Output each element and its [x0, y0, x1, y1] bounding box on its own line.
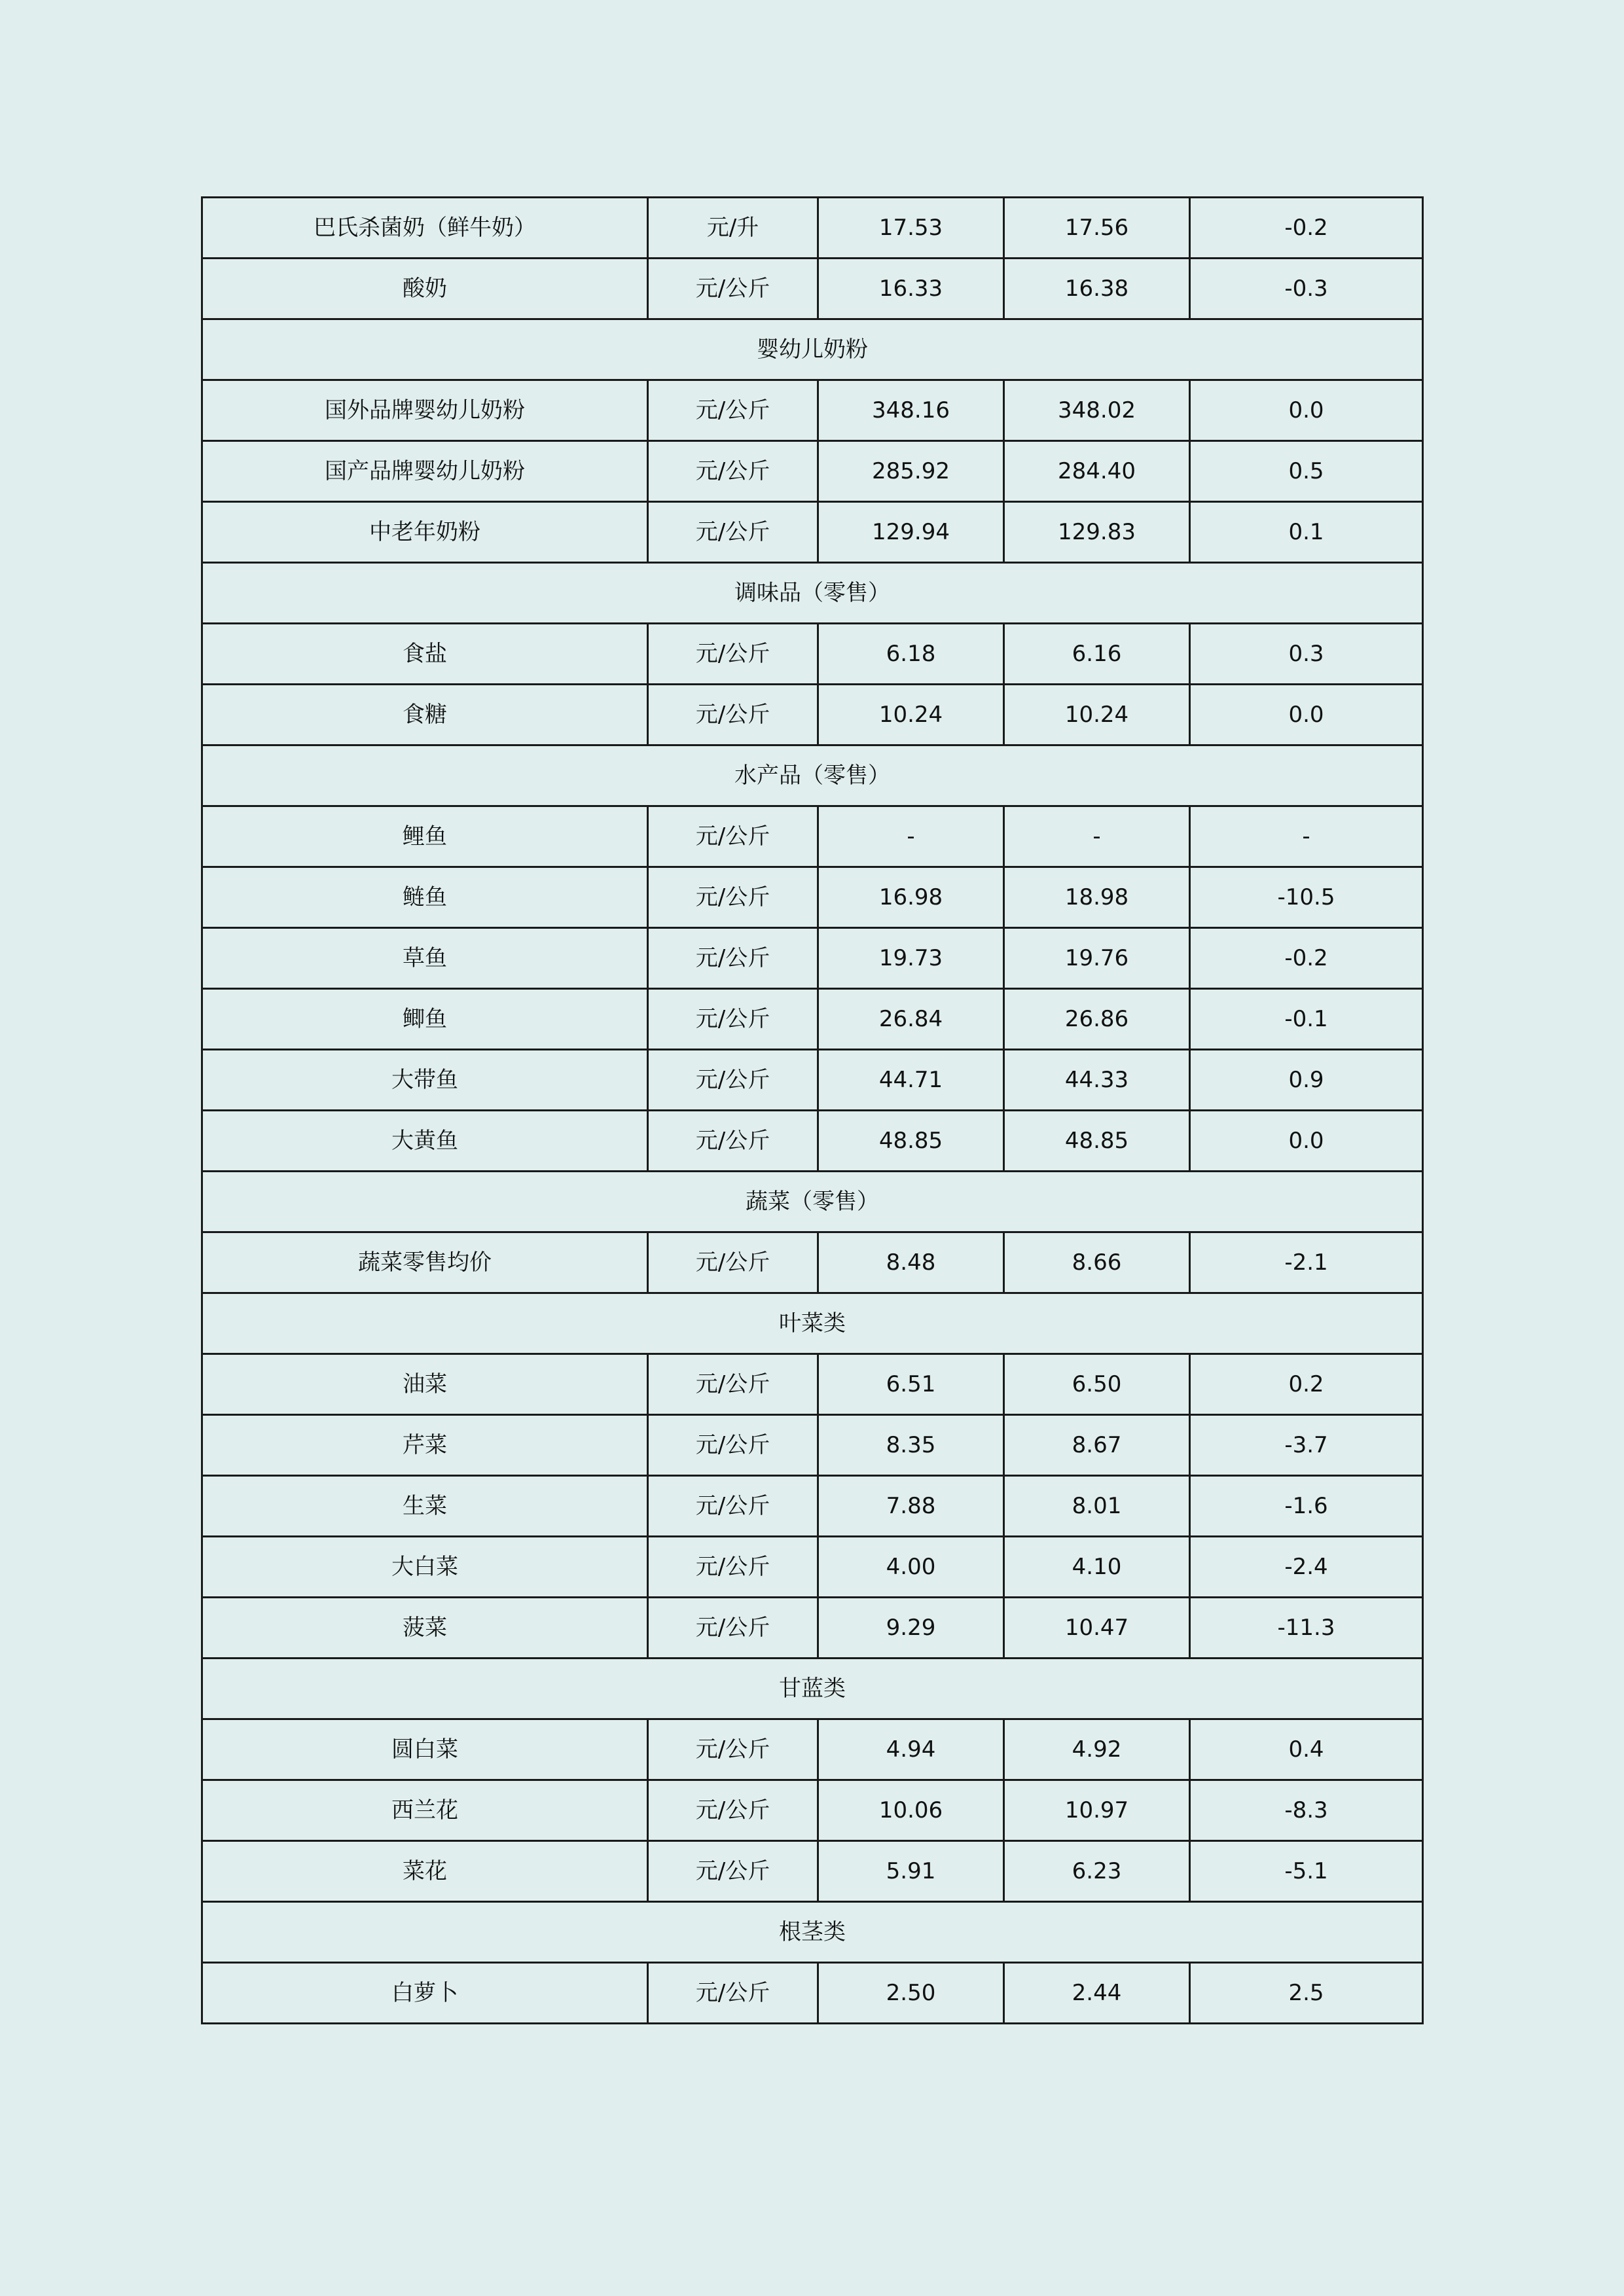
category-title: 婴幼儿奶粉: [202, 319, 1423, 380]
item-name-cell: 白萝卜: [202, 1963, 648, 2024]
current-price-cell: 129.94: [818, 502, 1004, 563]
previous-price-cell: 2.44: [1004, 1963, 1190, 2024]
change-percent-cell: -8.3: [1190, 1780, 1423, 1841]
item-name-cell: 国外品牌婴幼儿奶粉: [202, 380, 648, 441]
change-percent-cell: -2.1: [1190, 1232, 1423, 1293]
current-price-cell: 8.48: [818, 1232, 1004, 1293]
item-name-cell: 草鱼: [202, 928, 648, 989]
current-price-cell: 10.24: [818, 685, 1004, 745]
category-title: 水产品（零售）: [202, 745, 1423, 806]
item-name-cell: 大黄鱼: [202, 1111, 648, 1172]
category-row: [202, 563, 1423, 624]
change-percent-cell: 0.0: [1190, 380, 1423, 441]
category-row: [202, 1659, 1423, 1719]
previous-price-cell: 10.97: [1004, 1780, 1190, 1841]
current-price-cell: 7.88: [818, 1476, 1004, 1537]
unit-cell: 元/公斤: [648, 1841, 818, 1902]
table-row: [202, 1963, 1423, 2024]
item-name-cell: 食盐: [202, 624, 648, 685]
current-price-cell: 348.16: [818, 380, 1004, 441]
table-row: [202, 198, 1423, 259]
price-table-body: [202, 198, 1423, 2024]
unit-cell: 元/公斤: [648, 867, 818, 928]
change-percent-cell: -0.1: [1190, 989, 1423, 1050]
category-row: [202, 745, 1423, 806]
item-name-cell: 生菜: [202, 1476, 648, 1537]
previous-price-cell: 8.66: [1004, 1232, 1190, 1293]
current-price-cell: 5.91: [818, 1841, 1004, 1902]
current-price-cell: 2.50: [818, 1963, 1004, 2024]
current-price-cell: 48.85: [818, 1111, 1004, 1172]
previous-price-cell: 10.24: [1004, 685, 1190, 745]
category-title: 甘蓝类: [202, 1659, 1423, 1719]
current-price-cell: 6.51: [818, 1354, 1004, 1415]
unit-cell: 元/公斤: [648, 1476, 818, 1537]
change-percent-cell: 0.1: [1190, 502, 1423, 563]
change-percent-cell: -0.2: [1190, 928, 1423, 989]
item-name-cell: 酸奶: [202, 259, 648, 319]
previous-price-cell: 348.02: [1004, 380, 1190, 441]
item-name-cell: 鲢鱼: [202, 867, 648, 928]
current-price-cell: 44.71: [818, 1050, 1004, 1111]
previous-price-cell: 129.83: [1004, 502, 1190, 563]
unit-cell: 元/公斤: [648, 989, 818, 1050]
current-price-cell: 4.00: [818, 1537, 1004, 1598]
item-name-cell: 蔬菜零售均价: [202, 1232, 648, 1293]
previous-price-cell: 284.40: [1004, 441, 1190, 502]
current-price-cell: 4.94: [818, 1719, 1004, 1780]
unit-cell: 元/公斤: [648, 685, 818, 745]
change-percent-cell: -3.7: [1190, 1415, 1423, 1476]
unit-cell: 元/公斤: [648, 1719, 818, 1780]
change-percent-cell: -11.3: [1190, 1598, 1423, 1659]
unit-cell: 元/公斤: [648, 1232, 818, 1293]
previous-price-cell: 4.92: [1004, 1719, 1190, 1780]
previous-price-cell: 4.10: [1004, 1537, 1190, 1598]
change-percent-cell: 0.4: [1190, 1719, 1423, 1780]
table-row: [202, 380, 1423, 441]
previous-price-cell: 19.76: [1004, 928, 1190, 989]
current-price-cell: 6.18: [818, 624, 1004, 685]
item-name-cell: 鲤鱼: [202, 806, 648, 867]
item-name-cell: 西兰花: [202, 1780, 648, 1841]
item-name-cell: 食糖: [202, 685, 648, 745]
previous-price-cell: 17.56: [1004, 198, 1190, 259]
previous-price-cell: 44.33: [1004, 1050, 1190, 1111]
previous-price-cell: 8.01: [1004, 1476, 1190, 1537]
item-name-cell: 菠菜: [202, 1598, 648, 1659]
unit-cell: 元/公斤: [648, 441, 818, 502]
previous-price-cell: 10.47: [1004, 1598, 1190, 1659]
change-percent-cell: 0.2: [1190, 1354, 1423, 1415]
previous-price-cell: 6.23: [1004, 1841, 1190, 1902]
unit-cell: 元/公斤: [648, 1050, 818, 1111]
table-row: [202, 867, 1423, 928]
category-row: [202, 1172, 1423, 1232]
current-price-cell: 19.73: [818, 928, 1004, 989]
table-row: [202, 1111, 1423, 1172]
change-percent-cell: -0.2: [1190, 198, 1423, 259]
category-row: [202, 319, 1423, 380]
unit-cell: 元/公斤: [648, 1111, 818, 1172]
change-percent-cell: 0.0: [1190, 685, 1423, 745]
previous-price-cell: 18.98: [1004, 867, 1190, 928]
unit-cell: 元/公斤: [648, 502, 818, 563]
table-row: [202, 1354, 1423, 1415]
item-name-cell: 大带鱼: [202, 1050, 648, 1111]
item-name-cell: 圆白菜: [202, 1719, 648, 1780]
unit-cell: 元/公斤: [648, 806, 818, 867]
change-percent-cell: -5.1: [1190, 1841, 1423, 1902]
item-name-cell: 国产品牌婴幼儿奶粉: [202, 441, 648, 502]
category-title: 叶菜类: [202, 1293, 1423, 1354]
unit-cell: 元/公斤: [648, 259, 818, 319]
category-title: 蔬菜（零售）: [202, 1172, 1423, 1232]
previous-price-cell: 6.16: [1004, 624, 1190, 685]
previous-price-cell: 48.85: [1004, 1111, 1190, 1172]
change-percent-cell: 2.5: [1190, 1963, 1423, 2024]
category-row: [202, 1293, 1423, 1354]
current-price-cell: 285.92: [818, 441, 1004, 502]
change-percent-cell: -1.6: [1190, 1476, 1423, 1537]
item-name-cell: 油菜: [202, 1354, 648, 1415]
previous-price-cell: -: [1004, 806, 1190, 867]
previous-price-cell: 26.86: [1004, 989, 1190, 1050]
current-price-cell: -: [818, 806, 1004, 867]
unit-cell: 元/公斤: [648, 624, 818, 685]
table-row: [202, 1780, 1423, 1841]
item-name-cell: 菜花: [202, 1841, 648, 1902]
table-row: [202, 1232, 1423, 1293]
current-price-cell: 26.84: [818, 989, 1004, 1050]
current-price-cell: 16.33: [818, 259, 1004, 319]
category-row: [202, 1902, 1423, 1963]
current-price-cell: 8.35: [818, 1415, 1004, 1476]
table-row: [202, 259, 1423, 319]
table-row: [202, 989, 1423, 1050]
price-table: [201, 196, 1424, 2024]
table-row: [202, 1476, 1423, 1537]
current-price-cell: 17.53: [818, 198, 1004, 259]
previous-price-cell: 8.67: [1004, 1415, 1190, 1476]
table-row: [202, 502, 1423, 563]
table-row: [202, 685, 1423, 745]
change-percent-cell: -: [1190, 806, 1423, 867]
table-row: [202, 1050, 1423, 1111]
change-percent-cell: 0.9: [1190, 1050, 1423, 1111]
unit-cell: 元/公斤: [648, 1537, 818, 1598]
table-row: [202, 624, 1423, 685]
change-percent-cell: -2.4: [1190, 1537, 1423, 1598]
table-row: [202, 1415, 1423, 1476]
item-name-cell: 中老年奶粉: [202, 502, 648, 563]
item-name-cell: 巴氏杀菌奶（鲜牛奶）: [202, 198, 648, 259]
table-row: [202, 928, 1423, 989]
unit-cell: 元/公斤: [648, 1963, 818, 2024]
change-percent-cell: -0.3: [1190, 259, 1423, 319]
category-title: 调味品（零售）: [202, 563, 1423, 624]
table-row: [202, 441, 1423, 502]
table-row: [202, 1537, 1423, 1598]
unit-cell: 元/公斤: [648, 1598, 818, 1659]
unit-cell: 元/公斤: [648, 1780, 818, 1841]
change-percent-cell: 0.0: [1190, 1111, 1423, 1172]
previous-price-cell: 6.50: [1004, 1354, 1190, 1415]
current-price-cell: 10.06: [818, 1780, 1004, 1841]
unit-cell: 元/公斤: [648, 380, 818, 441]
table-row: [202, 1598, 1423, 1659]
item-name-cell: 芹菜: [202, 1415, 648, 1476]
change-percent-cell: 0.3: [1190, 624, 1423, 685]
unit-cell: 元/升: [648, 198, 818, 259]
table-row: [202, 1841, 1423, 1902]
table-row: [202, 1719, 1423, 1780]
change-percent-cell: -10.5: [1190, 867, 1423, 928]
unit-cell: 元/公斤: [648, 1415, 818, 1476]
current-price-cell: 9.29: [818, 1598, 1004, 1659]
unit-cell: 元/公斤: [648, 928, 818, 989]
change-percent-cell: 0.5: [1190, 441, 1423, 502]
item-name-cell: 鲫鱼: [202, 989, 648, 1050]
previous-price-cell: 16.38: [1004, 259, 1190, 319]
item-name-cell: 大白菜: [202, 1537, 648, 1598]
current-price-cell: 16.98: [818, 867, 1004, 928]
unit-cell: 元/公斤: [648, 1354, 818, 1415]
category-title: 根茎类: [202, 1902, 1423, 1963]
table-row: [202, 806, 1423, 867]
